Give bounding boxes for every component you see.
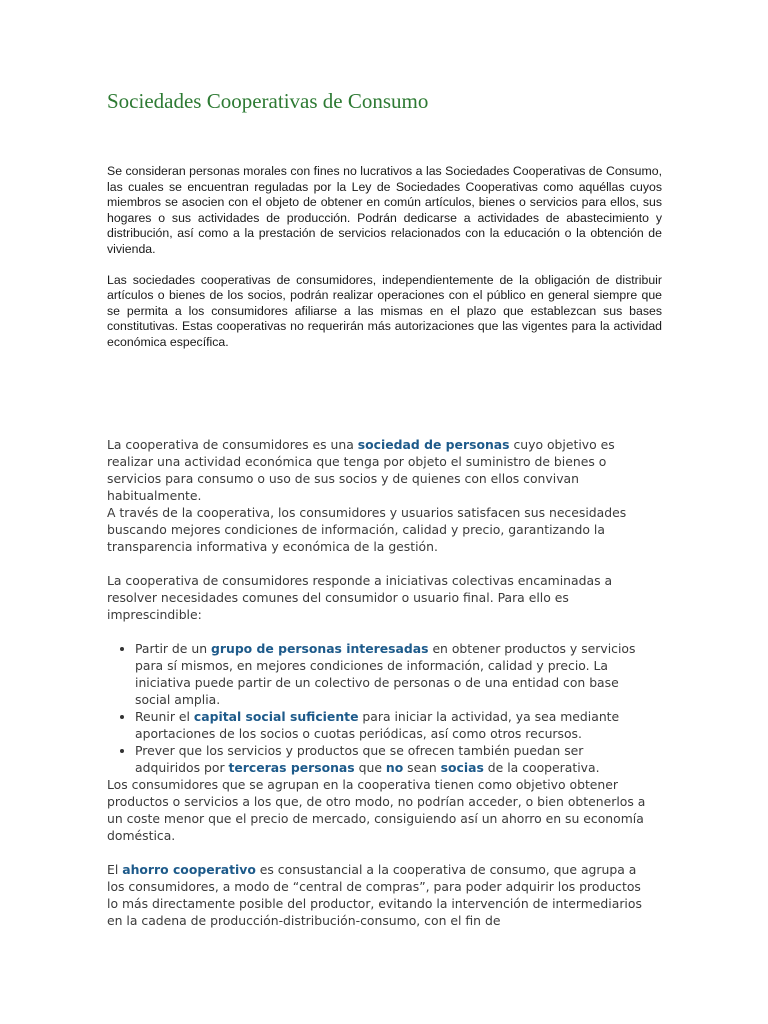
text-run: que: [354, 760, 386, 775]
intro-section: [107, 164, 662, 366]
text-run: Prever que los servicios y productos que se ofrecen también puedan ser adquiridos por: [135, 743, 584, 775]
link-sociedad-de-personas[interactable]: sociedad de personas: [357, 437, 510, 452]
link-capital-social[interactable]: capital social suficiente: [193, 709, 359, 724]
text-run: Reunir el: [135, 709, 194, 724]
text-run: La cooperativa de consumidores es una: [107, 437, 358, 452]
list-item: [135, 708, 647, 742]
page-title: Sociedades Cooperativas de Consumo: [107, 89, 429, 113]
text-run: de la cooperativa.: [483, 760, 600, 775]
text-run: Partir de un: [135, 641, 212, 656]
savings-paragraph: [107, 861, 647, 929]
text-run: sean: [403, 760, 441, 775]
intro-paragraph-2: Las sociedades cooperativas de consumidores, independientemente de la obligación de distribuir artículos o bienes de los socios, podrán realizar operaciones con el público en general siempre que se permita a los consumidores afiliarse a las mismas en el plazo que establezcan sus bases constitutivas. Estas cooperativas no requerirán más autorizaciones que las vigentes para la actividad económica específica.: [107, 272, 662, 349]
requirements-intro: La cooperativa de consumidores responde a iniciativas colectivas encaminadas a resolver necesidades comunes del consumidor o usuario final. Para ello es imprescindible:: [107, 573, 613, 622]
consumer-cooperative-section: [107, 436, 647, 946]
consumer-objective-paragraph: Los consumidores que se agrupan en la cooperativa tienen como objetivo obtener productos o servicios a los que, de otro modo, no podrían acceder, o bien obtenerlos a un coste menor que el precio de mercado, consiguiendo así un ahorro en su economía doméstica.: [107, 777, 646, 843]
definition-paragraph: [107, 436, 647, 555]
list-item: [135, 640, 647, 708]
link-terceras-personas[interactable]: terceras personas: [228, 760, 355, 775]
text-run: cuyo objetivo es realizar una actividad económica que tenga por objeto el suministro de bienes o servicios para consumo o uso de sus socios y de quienes con ellos convivan habitualmente.: [107, 437, 615, 503]
link-grupo-de-personas[interactable]: grupo de personas interesadas: [211, 641, 429, 656]
link-ahorro-cooperativo[interactable]: ahorro cooperativo: [122, 862, 256, 877]
requirements-list: [107, 640, 647, 776]
satisfaction-sentence: A través de la cooperativa, los consumidores y usuarios satisfacen sus necesidades buscando mejores condiciones de información, calidad y precio, garantizando la transparencia informativa y económica de la gestión.: [107, 505, 627, 554]
intro-paragraph-1: Se consideran personas morales con fines no lucrativos a las Sociedades Cooperativas de Consumo, las cuales se encuentran reguladas por la Ley de Sociedades Cooperativas como aquéllas cuyos miembros se asocien con el objeto de obtener en común artículos, bienes o servicios para ellos, sus hogares o sus actividades de producción. Podrán dedicarse a actividades de abastecimiento y distribución, así como a la prestación de servicios relacionados con la educación o la obtención de vivienda.: [107, 164, 662, 256]
emphasis-no: no: [385, 760, 404, 775]
list-item: [135, 742, 647, 776]
text-run: El: [107, 862, 123, 877]
text-run: en obtener productos y servicios para sí mismos, en mejores condiciones de información, calidad y precio. La iniciativa puede partir de un colectivo de personas o de una entidad con base social amplia.: [135, 641, 636, 707]
text-run: para iniciar la actividad, ya sea mediante aportaciones de los socios o cuotas periódicas, así como otros recursos.: [135, 709, 620, 741]
emphasis-socias: socias: [440, 760, 484, 775]
text-run: es consustancial a la cooperativa de consumo, que agrupa a los consumidores, a modo de “central de compras”, para poder adquirir los productos lo más directamente posible del productor, evitando la intervención de intermediarios en la cadena de producción-distribución-consumo, con el fin de: [107, 862, 642, 928]
